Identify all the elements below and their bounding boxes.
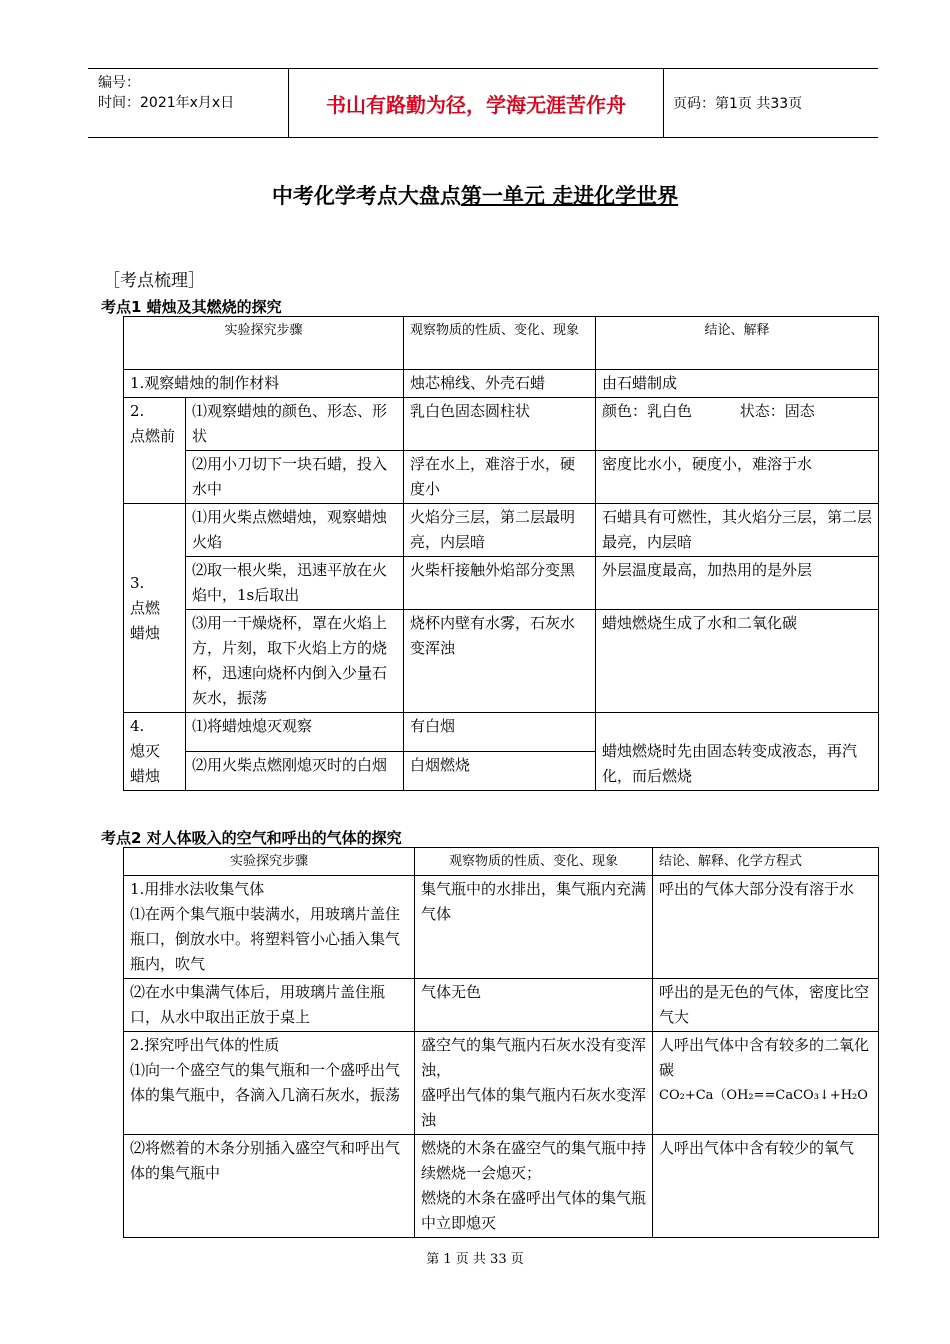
col-header: 结论、解释、化学方程式 xyxy=(653,848,879,876)
table-cell: 火焰分三层，第二层最明亮，内层暗 xyxy=(404,504,596,557)
chemical-equation: CO₂+Ca（OH₂==CaCO₃↓+H₂O xyxy=(659,1088,868,1103)
title-part2: 第一单元 走进化学世界 xyxy=(460,184,679,208)
table-cell: ⑴将蜡烛熄灭观察 xyxy=(186,713,404,752)
table-cell: 有白烟 xyxy=(404,713,596,752)
col-header: 观察物质的性质、变化、现象 xyxy=(404,317,596,370)
table-cell xyxy=(653,1032,879,1135)
table-cell: 烧杯内壁有水雾，石灰水变浑浊 xyxy=(404,610,596,713)
table-cell: ⑵取一根火柴，迅速平放在火焰中，1s后取出 xyxy=(186,557,404,610)
col-header: 实验探究步骤 xyxy=(124,317,404,370)
table-cell: ⑴用火柴点燃蜡烛，观察蜡烛火焰 xyxy=(186,504,404,557)
col-header: 观察物质的性质、变化、现象 xyxy=(415,848,653,876)
table-cell: 蜡烛燃烧生成了水和二氧化碳 xyxy=(596,610,879,713)
title-part1: 中考化学考点大盘点 xyxy=(271,184,461,208)
table-cell: 盛空气的集气瓶内石灰水没有变浑浊， 盛呼出气体的集气瓶内石灰水变浑浊 xyxy=(415,1032,653,1135)
table-cell: 人呼出气体中含有较少的氧气 xyxy=(653,1135,879,1238)
table-cell: 由石蜡制成 xyxy=(596,370,879,398)
table-row xyxy=(124,713,879,752)
conclusion-text: 人呼出气体中含有较多的二氧化碳 xyxy=(659,1036,870,1079)
page-label: 页码：第1页 共33页 xyxy=(673,96,803,112)
table-row xyxy=(124,398,879,451)
table-cell: ⑵用小刀切下一块石蜡，投入水中 xyxy=(186,451,404,504)
table-row xyxy=(124,1135,879,1238)
time-label: 时间：2021年x月x日 xyxy=(98,95,235,111)
table-cell: 蜡烛燃烧时先由固态转变成液态，再汽化，而后燃烧 xyxy=(596,713,879,791)
table-cell: 2.探究呼出气体的性质 ⑴向一个盛空气的集气瓶和一个盛呼出气体的集气瓶中，各滴入几滴石灰水，振荡 xyxy=(124,1032,415,1135)
table-cell: 1.观察蜡烛的制作材料 xyxy=(124,370,404,398)
table-cell: 1.用排水法收集气体 ⑴在两个集气瓶中装满水，用玻璃片盖住瓶口，倒放水中。将塑料管小心插入集气瓶内，吹气 xyxy=(124,876,415,979)
header-meta xyxy=(88,69,288,137)
table-cell: 外层温度最高，加热用的是外层 xyxy=(596,557,879,610)
page-footer: 第 1 页 共 33 页 xyxy=(426,1252,524,1267)
table-cell: 火柴杆接触外焰部分变黑 xyxy=(404,557,596,610)
table-cell: 气体无色 xyxy=(415,979,653,1032)
table-cell: ⑶用一干燥烧杯，罩在火焰上方，片刻，取下火焰上方的烧杯，迅速向烧杯内倒入少量石灰水，振荡 xyxy=(186,610,404,713)
table-cell: 颜色：乳白色 状态：固态 xyxy=(596,398,879,451)
col-header: 结论、解释 xyxy=(596,317,879,370)
table-cell: 呼出的是无色的气体，密度比空气大 xyxy=(653,979,879,1032)
table-cell: 乳白色固态圆柱状 xyxy=(404,398,596,451)
table-row xyxy=(124,557,879,610)
table-row xyxy=(124,876,879,979)
table-header-row xyxy=(124,317,879,370)
table-cell: ⑵用火柴点燃刚熄灭时的白烟 xyxy=(186,752,404,791)
table-row xyxy=(124,370,879,398)
table-cell: 密度比水小，硬度小，难溶于水 xyxy=(596,451,879,504)
table-cell: ⑴观察蜡烛的颜色、形态、形状 xyxy=(186,398,404,451)
group-cell: 4. 熄灭 蜡烛 xyxy=(124,713,186,791)
header-bar xyxy=(88,68,878,138)
table-cell: 燃烧的木条在盛空气的集气瓶中持续燃烧一会熄灭； 燃烧的木条在盛呼出气体的集气瓶中立即熄灭 xyxy=(415,1135,653,1238)
kp1-title: 考点1 蜡烛及其燃烧的探究 xyxy=(101,298,282,316)
table-row xyxy=(124,504,879,557)
kp2-title: 考点2 对人体吸入的空气和呼出的气体的探究 xyxy=(101,829,402,847)
page-title xyxy=(0,180,950,210)
table-row xyxy=(124,1032,879,1135)
table-cell: 呼出的气体大部分没有溶于水 xyxy=(653,876,879,979)
number-label: 编号： xyxy=(98,75,140,91)
table-cell: 石蜡具有可燃性，其火焰分三层，第二层最亮，内层暗 xyxy=(596,504,879,557)
table-cell: ⑵在水中集满气体后，用玻璃片盖住瓶口，从水中取出正放于桌上 xyxy=(124,979,415,1032)
table-cell: 集气瓶中的水排出，集气瓶内充满气体 xyxy=(415,876,653,979)
group-cell: 3. 点燃 蜡烛 xyxy=(124,504,186,713)
table-cell: 白烟燃烧 xyxy=(404,752,596,791)
col-header: 实验探究步骤 xyxy=(124,848,415,876)
table-cell: 烛芯棉线、外壳石蜡 xyxy=(404,370,596,398)
kp2-table xyxy=(123,847,879,1238)
table-row xyxy=(124,610,879,713)
group-cell: 2. 点燃前 xyxy=(124,398,186,504)
table-row xyxy=(124,451,879,504)
header-motto: 书山有路勤为径，学海无涯苦作舟 xyxy=(288,69,664,137)
section-label: ［考点梳理］ xyxy=(103,271,205,291)
table-header-row xyxy=(124,848,879,876)
table-cell: ⑵将燃着的木条分别插入盛空气和呼出气体的集气瓶中 xyxy=(124,1135,415,1238)
kp1-table xyxy=(123,316,879,791)
table-row xyxy=(124,979,879,1032)
table-cell: 浮在水上，难溶于水，硬度小 xyxy=(404,451,596,504)
